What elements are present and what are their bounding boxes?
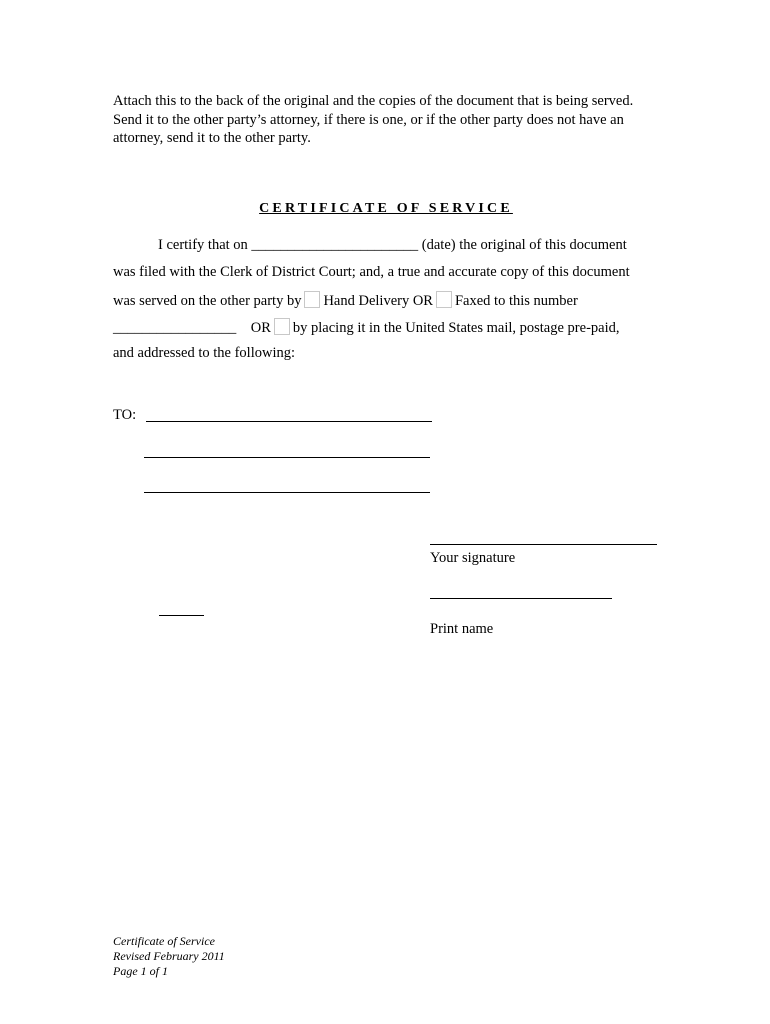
to-address-line-3[interactable]: [144, 492, 430, 493]
signature-label: Your signature: [430, 550, 516, 566]
instruction-line-2: Send it to the other party’s attorney, if there is one, or if the other party does not have an: [113, 111, 624, 128]
footer-line-1: Certificate of Service: [113, 934, 215, 948]
document-title: [0, 201, 770, 217]
print-name-line[interactable]: [430, 598, 612, 599]
print-name-label: Print name: [430, 621, 494, 637]
to-address-line-2[interactable]: [144, 457, 430, 458]
served-text: was served on the other party by: [113, 293, 302, 309]
served-line: [113, 291, 578, 310]
addressed-line: and addressed to the following:: [113, 345, 296, 361]
filed-line: was filed with the Clerk of District Court; and, a true and accurate copy of this document: [113, 264, 630, 280]
signature-line[interactable]: [430, 544, 657, 545]
to-address-line-1[interactable]: [146, 421, 432, 422]
instruction-line-1: Attach this to the back of the original and the copies of the document that is being served.: [113, 93, 634, 109]
mail-checkbox[interactable]: [274, 318, 290, 335]
to-label: TO:: [113, 407, 137, 423]
or-label: OR: [250, 320, 271, 336]
short-blank-line[interactable]: [159, 615, 204, 616]
hand-delivery-checkbox[interactable]: [304, 291, 320, 308]
faxed-checkbox[interactable]: [436, 291, 452, 308]
mail-label: by placing it in the United States mail, postage pre-paid,: [292, 320, 620, 336]
instruction-line-3: attorney, send it to the other party.: [113, 130, 311, 146]
certify-line: I certify that on _______________________ (date) the original of this document: [158, 237, 627, 253]
fax-number-blank[interactable]: _________________: [113, 320, 237, 336]
footer-line-2: Revised February 2011: [113, 949, 225, 963]
mail-line: [113, 318, 619, 337]
hand-delivery-label: Hand Delivery OR: [323, 293, 433, 309]
faxed-label: Faxed to this number: [454, 293, 578, 309]
footer-line-3: Page 1 of 1: [113, 964, 168, 978]
document-title-text: CERTIFICATE OF SERVICE: [259, 201, 513, 216]
instructions: [113, 92, 673, 148]
